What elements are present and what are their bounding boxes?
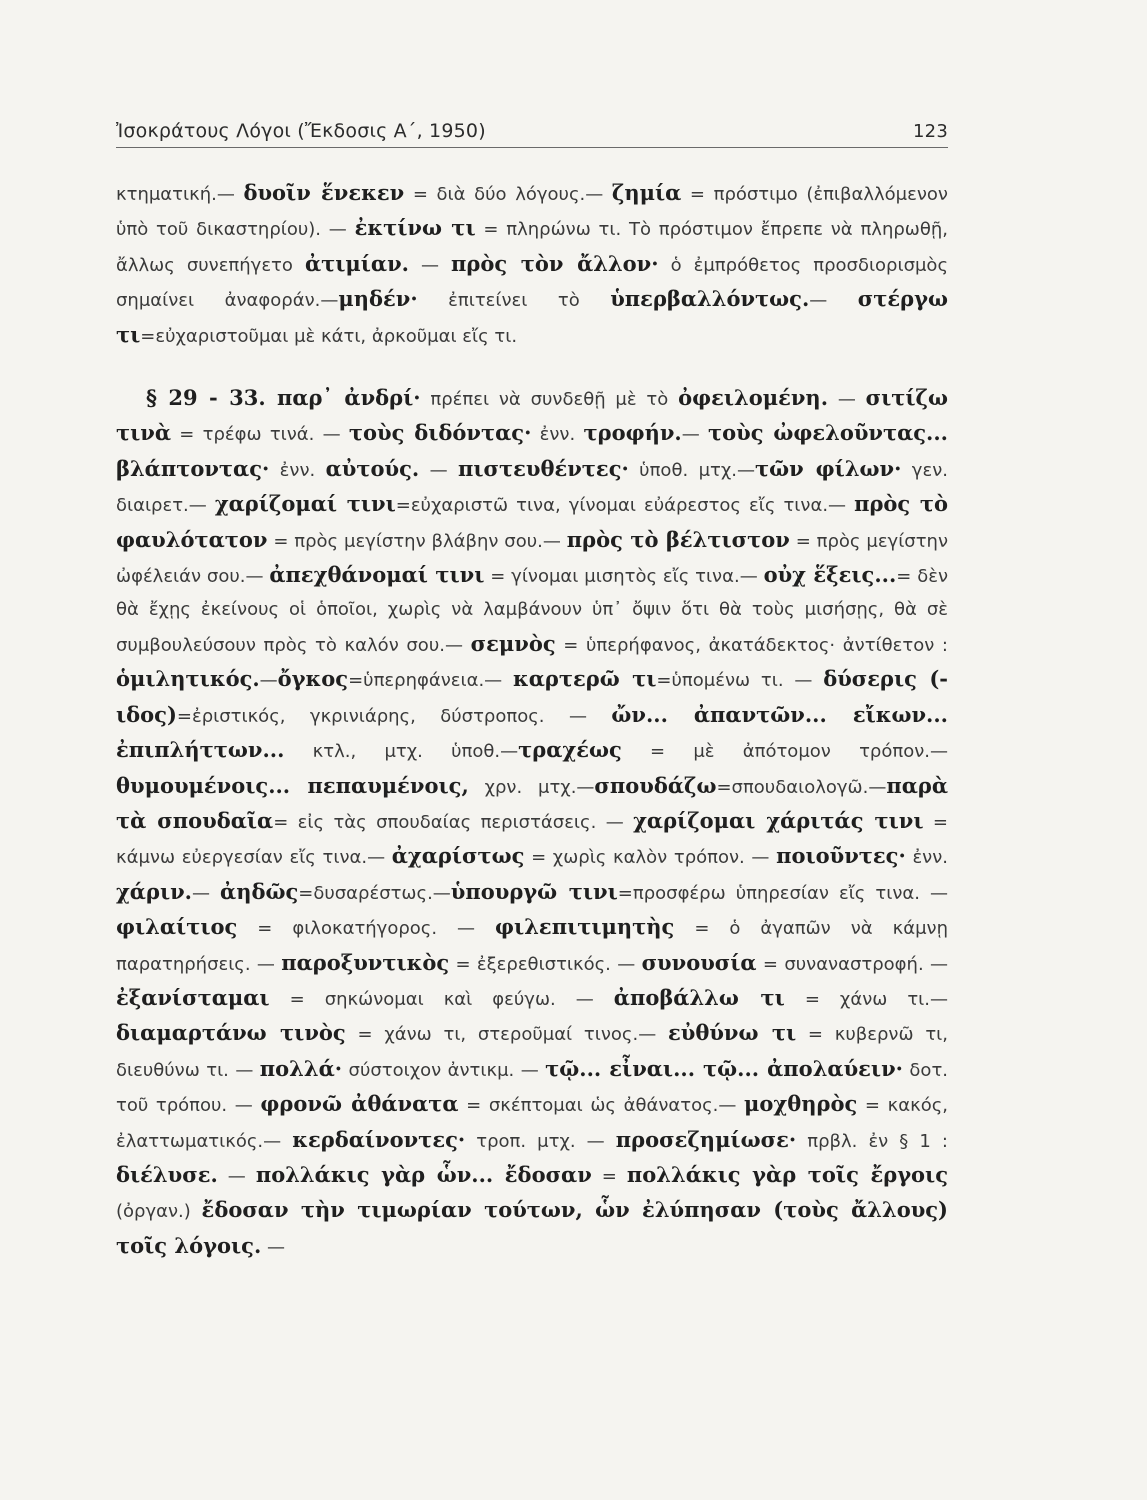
gloss-term: ἀποβάλλω τι xyxy=(613,984,785,1010)
gloss-term: προσεζημίωσε· xyxy=(615,1126,797,1152)
gloss-term: σπουδάζω xyxy=(594,772,717,798)
gloss-text: (ὀργαν.) xyxy=(116,1201,202,1223)
gloss-text: = φιλοκατήγορος. — xyxy=(237,918,496,940)
gloss-text: χρν. μτχ.— xyxy=(468,776,595,798)
gloss-text: ὑποθ. μτχ.— xyxy=(628,459,755,481)
gloss-text: — xyxy=(419,459,458,481)
paragraph-section-29-33 xyxy=(116,381,948,1264)
gloss-term: πολλά· xyxy=(259,1055,343,1081)
gloss-text: — xyxy=(217,1165,256,1187)
gloss-term: πρὸς τὸ φαυλότατον xyxy=(116,491,948,552)
gloss-text: δοτ. τοῦ τρόπου. — xyxy=(116,1059,949,1117)
gloss-term: τροφήν. xyxy=(583,420,682,446)
commentary-body xyxy=(116,176,948,1264)
gloss-text: ἐνν. xyxy=(531,424,584,446)
gloss-text: = πρὸς μεγίστην ὠφέλειάν σου.— xyxy=(116,530,948,588)
gloss-term: ὀφειλομένη. xyxy=(678,385,829,411)
gloss-text: τροπ. μτχ. — xyxy=(465,1130,616,1152)
gloss-text: = κακός, ἐλαττωματικός.— xyxy=(116,1095,949,1152)
gloss-text: πρβλ. ἐν § 1 : xyxy=(796,1130,948,1152)
gloss-term: παροξυντικὸς xyxy=(281,949,450,975)
gloss-term: οὐχ ἕξεις... xyxy=(763,562,897,588)
gloss-term: τραχέως xyxy=(518,737,622,763)
gloss-text: = χάνω τι.— xyxy=(784,988,948,1010)
gloss-term: φρονῶ ἀθάνατα xyxy=(260,1091,459,1117)
gloss-text: = γίνομαι μισητὸς εἴς τινα.— xyxy=(484,566,764,588)
gloss-term: σιτίζω τινὰ xyxy=(116,385,948,446)
gloss-term: φιλαίτιος xyxy=(116,914,238,940)
gloss-term: ἀηδῶς xyxy=(220,878,299,904)
gloss-term: χαρίζομαί τινι xyxy=(214,491,396,517)
gloss-text: = μὲ ἀπότομον τρόπον.— xyxy=(621,741,948,763)
gloss-text: = κάμνω εὐεργεσίαν εἴς τινα.— xyxy=(116,811,949,869)
gloss-text: = ὑπερήφανος, ἀκατάδεκτος· ἀντίθετον : xyxy=(555,634,948,656)
gloss-text: ὁ ἐμπρόθετος προσδιορισμὸς σημαίνει ἀναφοράν.— xyxy=(116,254,949,312)
gloss-term: δυοῖν ἕνεκεν xyxy=(243,180,405,205)
gloss-term: τῷ... εἶναι... τῷ... ἀπολαύειν· xyxy=(545,1055,903,1081)
gloss-text: = τρέφω τινά. — xyxy=(171,424,349,446)
running-header xyxy=(116,120,948,148)
gloss-text: ἐνν. xyxy=(269,459,326,481)
gloss-term: τοὺς ὠφελοῦντας... βλάπτοντας· xyxy=(116,420,948,481)
gloss-text: =δυσαρέστως.— xyxy=(298,882,451,904)
gloss-term: ὄγκος xyxy=(277,666,349,692)
gloss-text: — xyxy=(191,882,221,904)
page-number: 123 xyxy=(913,121,948,142)
gloss-term: πρὸς τὸν ἄλλον· xyxy=(451,250,659,276)
gloss-text: =εὐχαριστῶ τινα, γίνομαι εὐάρεστος εἴς τινα.— xyxy=(395,495,855,517)
gloss-term: πιστευθέντες· xyxy=(457,455,629,481)
gloss-term: ἐξανίσταμαι xyxy=(116,984,270,1010)
gloss-term: πρὸς τὸ βέλτιστον xyxy=(566,526,790,552)
gloss-term: μηδέν· xyxy=(338,286,418,312)
gloss-term: ποιοῦντες· xyxy=(776,843,906,869)
gloss-text: =ὑπερηφάνεια.— xyxy=(348,670,513,692)
gloss-text: κτηματική.— xyxy=(116,184,244,205)
gloss-term: § 29 - 33. παρ᾽ ἀνδρί· xyxy=(146,385,421,411)
paragraph-intro xyxy=(116,176,948,353)
gloss-term: ἀχαρίστως xyxy=(391,843,525,869)
gloss-term: μοχθηρὸς xyxy=(744,1091,858,1117)
gloss-term: διέλυσε. xyxy=(116,1161,218,1187)
gloss-text: = δὲν θὰ ἔχῃς ἐκείνους οἱ ὁποῖοι, χωρὶς νὰ λαμβάνουν ὑπ᾽ ὄψιν ὅτι θὰ τοὺς μισήσῃς, θὰ σὲ συμβουλεύσουν πρὸς τὸ καλόν σου.— xyxy=(116,566,949,656)
gloss-text: = σηκώνομαι καὶ φεύγω. — xyxy=(269,988,614,1010)
gloss-text: = πρόστιμο (ἐπιβαλλόμενον ὑπὸ τοῦ δικαστηρίου). — xyxy=(116,184,948,241)
gloss-text: =προσφέρω ὑπηρεσίαν εἴς τινα. — xyxy=(617,882,948,904)
gloss-term: στέργω τι xyxy=(116,286,948,347)
gloss-text: — xyxy=(828,389,866,411)
gloss-text: = εἰς τὰς σπουδαίας περιστάσεις. — xyxy=(273,811,634,833)
gloss-text: = ὁ ἀγαπῶν νὰ κάμνῃ παρατηρήσεις. — xyxy=(116,918,949,975)
gloss-text: ἐπιτείνει τὸ xyxy=(417,290,611,312)
gloss-text: — xyxy=(809,290,858,312)
gloss-term: πολλάκις γὰρ ὧν... ἔδοσαν xyxy=(255,1161,592,1187)
gloss-text: = διὰ δύο λόγους.— xyxy=(404,184,612,205)
gloss-term: ὁμιλητικός. xyxy=(116,666,260,692)
gloss-term: ζημία xyxy=(611,180,682,205)
gloss-term: καρτερῶ τι xyxy=(513,666,657,692)
gloss-text: — xyxy=(261,1236,285,1258)
gloss-text: = κυβερνῶ τι, διευθύνω τι. — xyxy=(116,1024,948,1081)
gloss-term: ὑπουργῶ τινι xyxy=(450,878,618,904)
gloss-term: φιλεπιτιμητὴς xyxy=(495,914,675,940)
gloss-term: δύσερις (-ιδος) xyxy=(116,666,948,727)
gloss-text: = πληρώνω τι. Τὸ πρόστιμον ἔπρεπε νὰ πληρωθῇ, ἄλλως συνεπήγετο xyxy=(116,219,948,276)
gloss-term: ἐκτίνω τι xyxy=(354,215,476,241)
gloss-term: χαρίζομαι χάριτάς τινι xyxy=(633,807,924,833)
gloss-term: κερδαίνοντες· xyxy=(292,1126,466,1152)
gloss-text: =ἐριστικός, γκρινιάρης, δύστροπος. — xyxy=(176,705,612,727)
gloss-text: = χάνω τι, στεροῦμαί τινος.— xyxy=(345,1024,668,1046)
gloss-text: =ὑπομένω τι. — xyxy=(656,670,824,692)
gloss-text: — xyxy=(259,670,278,692)
gloss-term: συνουσία xyxy=(641,949,757,975)
gloss-text: = xyxy=(591,1165,627,1187)
gloss-term: πολλάκις γὰρ τοῖς ἔργοις xyxy=(626,1161,949,1187)
gloss-text: — xyxy=(681,424,708,446)
gloss-term: ἀπεχθάνομαί τινι xyxy=(269,562,485,588)
gloss-term: τοὺς διδόντας· xyxy=(348,420,532,446)
gloss-text: σύστοιχον ἀντικμ. — xyxy=(342,1059,546,1081)
gloss-text: γεν. διαιρετ.— xyxy=(116,459,948,517)
book-page xyxy=(116,120,948,1264)
gloss-term: αὐτούς. xyxy=(325,455,420,481)
gloss-text: πρέπει νὰ συνδεθῇ μὲ τὸ xyxy=(420,389,679,411)
gloss-text: = ἐξερεθιστικός. — xyxy=(449,953,642,975)
running-title: Ἰσοκράτους Λόγοι (Ἔκδοσις Α΄, 1950) xyxy=(116,120,486,142)
gloss-term: ἀτιμίαν. xyxy=(304,250,409,276)
gloss-term: εὐθύνω τι xyxy=(667,1020,797,1046)
gloss-text: =σπουδαιολογῶ.— xyxy=(716,776,887,798)
gloss-term: σεμνὸς xyxy=(470,630,556,656)
gloss-term: παρὰ τὰ σπουδαῖα xyxy=(116,772,948,833)
gloss-text: = σκέπτομαι ὡς ἀθάνατος.— xyxy=(458,1095,745,1117)
gloss-text: — xyxy=(408,254,452,276)
gloss-term: ἔδοσαν τὴν τιμωρίαν τούτων, ὧν ἐλύπησαν (τοὺς ἄλλους) τοῖς λόγοις. xyxy=(116,1197,948,1258)
gloss-term: χάριν. xyxy=(116,878,192,904)
gloss-term: θυμουμένοις... πεπαυμένοις, xyxy=(116,772,469,798)
gloss-term: τῶν φίλων· xyxy=(754,455,902,481)
gloss-text: ἐνν. xyxy=(905,847,948,869)
gloss-term: ὑπερβαλλόντως. xyxy=(610,286,810,312)
gloss-text: = πρὸς μεγίστην βλάβην σου.— xyxy=(267,530,567,552)
gloss-text: = συναναστροφή. — xyxy=(756,953,948,975)
gloss-text: = χωρὶς καλὸν τρόπον. — xyxy=(524,847,777,869)
gloss-term: διαμαρτάνω τινὸς xyxy=(116,1020,346,1046)
gloss-text: =εὐχαριστοῦμαι μὲ κάτι, ἀρκοῦμαι εἴς τι. xyxy=(140,325,518,347)
gloss-text: κτλ., μτχ. ὑποθ.— xyxy=(284,741,519,763)
gloss-term: ὤν... ἀπαντῶν... εἴκων... ἐπιπλήττων... xyxy=(116,701,948,763)
